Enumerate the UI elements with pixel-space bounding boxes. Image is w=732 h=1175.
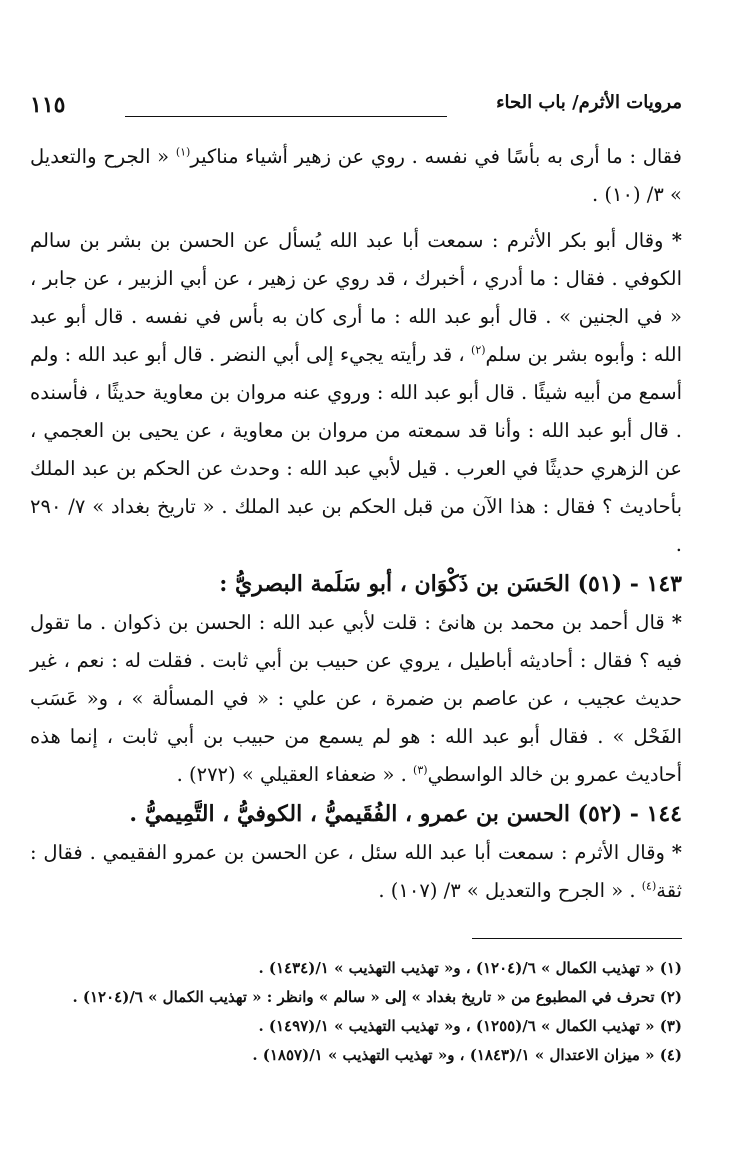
entry-heading-143: ١٤٣ - (٥١) الحَسَن بن ذَكْوَان ، أبو سَلَمة البصريُّ : — [219, 571, 682, 597]
footnotes — [30, 954, 682, 1070]
paragraph-4 — [30, 834, 682, 910]
paragraph-1 — [30, 138, 682, 214]
running-header — [30, 92, 682, 122]
book-page — [30, 80, 682, 1140]
paragraph-text: فقال : ما أرى به بأسًا في نفسه . روي عن زهير أشياء مناكير — [190, 145, 682, 168]
footnote-ref-4: (٤) — [641, 879, 657, 893]
asterisk-marker: * — [671, 611, 682, 634]
header-rule — [125, 116, 447, 117]
main-text — [30, 138, 682, 910]
paragraph-text: وقال الأثرم : سمعت أبا عبد الله سئل ، عن الحسن بن عمرو الفقيمي . فقال : ثقة — [30, 841, 682, 902]
paragraph-text: . « ضعفاء العقيلي » (٢٧٢) . — [176, 763, 414, 786]
page-number: ١١٥ — [30, 92, 66, 118]
asterisk-marker: * — [671, 841, 682, 864]
paragraph-2 — [30, 222, 682, 564]
footnote-separator — [472, 938, 682, 939]
footnote-4: (٤) « ميزان الاعتدال » ١/(١٨٤٣) ، و« تهذيب التهذيب » ١/(١٨٥٧) . — [252, 1046, 682, 1064]
footnote-3: (٣) « تهذيب الكمال » ٦/(١٢٥٥) ، و« تهذيب التهذيب » ١/(١٤٩٧) . — [258, 1017, 682, 1035]
footnote-ref-3: (٣) — [413, 763, 428, 777]
paragraph-3 — [30, 604, 682, 794]
footnote-ref-2: (٢) — [471, 343, 486, 357]
footnote-2: (٢) تحرف في المطبوع من « تاريخ بغداد » إلى « سالم » وانظر : « تهذيب الكمال » ٦/(١٢٠٤) . — [72, 988, 682, 1006]
paragraph-text: . « الجرح والتعديل » ٣/ (١٠٧) . — [378, 879, 642, 902]
entry-heading-144: ١٤٤ - (٥٢) الحسن بن عمرو ، الفُقَيميُّ ، الكوفيُّ ، التَّمِيميُّ . — [129, 801, 682, 827]
paragraph-text: قال أحمد بن محمد بن هانئ : قلت لأبي عبد الله : الحسن بن ذكوان . ما تقول فيه ؟ فقال : أحاديثه أباطيل ، يروي عن حبيب بن أبي ثابت . فقلت له : نعم ، غير حديث عجيب ، عن عاصم بن ضمرة ، عن علي : « في المسألة » ، و« عَسَب الفَحْل » . فقال أبو عبد الله : هو لم يسمع من حبيب بن أبي ثابت ، إنما هذه أحاديث عمرو بن خالد الواسطي — [30, 611, 682, 786]
paragraph-text: وقال أبو بكر الأثرم : سمعت أبا عبد الله يُسأل عن الحسن بن بشر بن سالم الكوفي . فقال : ما أدري ، أخبرك ، قد روي عن زهير ، عن أبي الزبير ، عن جابر ، « في الجنين » . قال أبو عبد الله : ما أرى كان به بأس في نفسه . قال أبو عبد الله : وأبوه بشر بن سلم — [30, 229, 682, 366]
paragraph-text: ، قد رأيته يجيء إلى أبي النضر . قال أبو عبد الله : ولم أسمع من أبيه شيئًا . قال أبو عبد الله : وروي عنه مروان بن معاوية حديثًا ، فأسنده . قال أبو عبد الله : وأنا قد سمعته من مروان بن معاوية ، عن يحيى بن العجمي ، عن الزهري حديثًا في العرب . قيل لأبي عبد الله : وحدث عن الحكم بن عبد الملك بأحاديث ؟ فقال : هذا الآن من قبل الحكم بن عبد الملك . « تاريخ بغداد » ٧/ ٢٩٠ . — [30, 343, 682, 556]
footnote-1: (١) « تهذيب الكمال » ٦/(١٢٠٤) ، و« تهذيب التهذيب » ١/(١٤٣٤) . — [258, 959, 682, 977]
asterisk-marker: * — [671, 229, 682, 252]
paragraph-text: « الجرح والتعديل » ٣/ (١٠) . — [30, 145, 682, 206]
chapter-title: مرويات الأثرم/ باب الحاء — [496, 92, 682, 113]
footnote-ref-1: (١) — [175, 145, 191, 159]
